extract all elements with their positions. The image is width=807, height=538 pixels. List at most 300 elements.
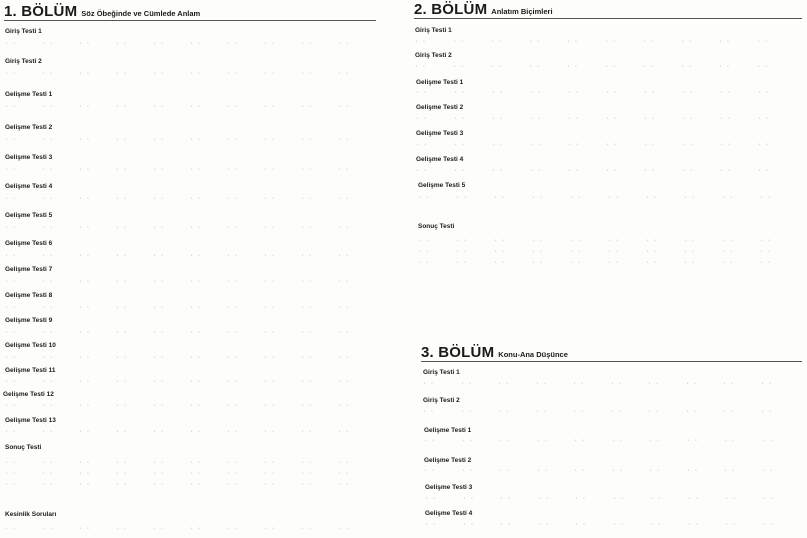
answer-marker: · · — [719, 39, 731, 45]
answer-marker: · · — [424, 438, 436, 444]
answer-marker: · · — [686, 409, 698, 415]
answer-marker: · · — [264, 196, 276, 202]
answer-marker: · · — [568, 168, 580, 174]
answer-marker: · · — [646, 238, 658, 244]
answer-marker: · · — [5, 196, 17, 202]
s1-item-label: Gelişme Testi 4 — [5, 183, 53, 190]
answer-marker: · · — [720, 90, 732, 96]
answer-marker: · · — [650, 522, 662, 528]
answer-marker: · · — [153, 526, 165, 532]
s1-answer-row — [5, 379, 375, 388]
answer-marker: · · — [684, 195, 696, 201]
answer-marker: · · — [79, 526, 91, 532]
answer-marker: · · — [227, 41, 239, 47]
s2-item-label: Gelişme Testi 2 — [416, 104, 464, 111]
answer-marker: · · — [760, 195, 772, 201]
s1-answer-row — [5, 403, 375, 412]
answer-marker: · · — [682, 168, 694, 174]
answer-marker: · · — [338, 403, 350, 409]
answer-marker: · · — [227, 482, 239, 488]
answer-marker: · · — [606, 142, 618, 148]
answer-marker: · · — [264, 104, 276, 110]
answer-marker: · · — [190, 482, 202, 488]
answer-marker: · · — [532, 249, 544, 255]
s2-answer-row — [418, 238, 798, 266]
answer-marker: · · — [416, 116, 428, 122]
answer-marker: · · — [686, 381, 698, 387]
answer-marker: · · — [264, 225, 276, 231]
answer-marker: · · — [79, 71, 91, 77]
answer-marker: · · — [760, 238, 772, 244]
s1-item-label: Gelişme Testi 2 — [5, 124, 53, 131]
answer-marker: · · — [424, 468, 436, 474]
answer-marker: · · — [494, 195, 506, 201]
answer-marker: · · — [643, 64, 655, 70]
answer-marker: · · — [758, 142, 770, 148]
answer-marker: · · — [301, 379, 313, 385]
answer-marker: · · — [5, 253, 17, 259]
answer-marker: · · — [454, 168, 466, 174]
answer-marker: · · — [227, 305, 239, 311]
answer-marker: · · — [725, 496, 737, 502]
answer-marker: · · — [568, 116, 580, 122]
answer-marker: · · — [42, 379, 54, 385]
s2-answer-row — [416, 90, 796, 99]
answer-marker: · · — [570, 238, 582, 244]
answer-marker: · · — [153, 482, 165, 488]
answer-marker: · · — [153, 379, 165, 385]
answer-marker: · · — [644, 90, 656, 96]
answer-marker: · · — [605, 39, 617, 45]
answer-marker: · · — [42, 403, 54, 409]
answer-marker: · · — [190, 167, 202, 173]
answer-marker: · · — [5, 167, 17, 173]
answer-marker: · · — [42, 460, 54, 466]
answer-marker: · · — [608, 260, 620, 266]
answer-marker: · · — [454, 116, 466, 122]
s1-answer-row — [5, 137, 375, 146]
answer-marker: · · — [301, 167, 313, 173]
s1-item-label: Gelişme Testi 1 — [5, 91, 53, 98]
s1-answer-row — [5, 429, 375, 438]
answer-marker: · · — [574, 438, 586, 444]
answer-marker: · · — [190, 526, 202, 532]
answer-marker: · · — [116, 330, 128, 336]
answer-marker: · · — [301, 429, 313, 435]
answer-marker: · · — [644, 168, 656, 174]
answer-marker: · · — [190, 104, 202, 110]
answer-marker: · · — [491, 64, 503, 70]
answer-marker: · · — [116, 279, 128, 285]
s1-item-label: Gelişme Testi 5 — [5, 212, 53, 219]
answer-marker: · · — [425, 522, 437, 528]
answer-marker: · · — [492, 142, 504, 148]
s3-answer-row — [423, 409, 798, 418]
answer-marker: · · — [681, 64, 693, 70]
answer-marker: · · — [153, 330, 165, 336]
answer-marker: · · — [530, 168, 542, 174]
s3-answer-row — [424, 468, 799, 477]
answer-marker: · · — [116, 471, 128, 477]
answer-marker: · · — [530, 90, 542, 96]
answer-marker: · · — [79, 167, 91, 173]
answer-marker: · · — [190, 305, 202, 311]
answer-marker: · · — [264, 137, 276, 143]
answer-marker: · · — [644, 116, 656, 122]
answer-marker: · · — [529, 39, 541, 45]
answer-marker: · · — [453, 64, 465, 70]
answer-marker: · · — [757, 39, 769, 45]
answer-marker: · · — [494, 249, 506, 255]
answer-marker: · · — [264, 460, 276, 466]
answer-marker: · · — [227, 225, 239, 231]
answer-marker: · · — [79, 482, 91, 488]
answer-marker: · · — [567, 64, 579, 70]
answer-marker: · · — [575, 496, 587, 502]
answer-marker: · · — [79, 471, 91, 477]
section-1-heading — [4, 3, 200, 21]
answer-marker: · · — [116, 403, 128, 409]
answer-marker: · · — [42, 482, 54, 488]
section-3-subtitle: Konu-Ana Düşünce — [498, 350, 568, 359]
answer-marker: · · — [42, 355, 54, 361]
s1-item-label: Sonuç Testi — [5, 444, 42, 451]
answer-marker: · · — [719, 64, 731, 70]
answer-marker: · · — [338, 104, 350, 110]
answer-marker: · · — [153, 305, 165, 311]
answer-marker: · · — [649, 438, 661, 444]
answer-marker: · · — [79, 330, 91, 336]
answer-marker: · · — [116, 379, 128, 385]
answer-marker: · · — [682, 142, 694, 148]
answer-marker: · · — [613, 496, 625, 502]
answer-marker: · · — [418, 260, 430, 266]
answer-marker: · · — [42, 253, 54, 259]
answer-marker: · · — [227, 330, 239, 336]
answer-marker: · · — [338, 225, 350, 231]
answer-marker: · · — [42, 41, 54, 47]
answer-marker: · · — [116, 196, 128, 202]
answer-marker: · · — [227, 253, 239, 259]
answer-marker: · · — [573, 409, 585, 415]
answer-marker: · · — [338, 305, 350, 311]
answer-marker: · · — [338, 196, 350, 202]
answer-marker: · · — [722, 260, 734, 266]
answer-marker: · · — [684, 249, 696, 255]
answer-marker: · · — [338, 526, 350, 532]
answer-marker: · · — [301, 196, 313, 202]
answer-marker: · · — [492, 90, 504, 96]
answer-marker: · · — [264, 71, 276, 77]
answer-marker: · · — [649, 468, 661, 474]
answer-marker: · · — [650, 496, 662, 502]
answer-marker: · · — [570, 249, 582, 255]
answer-marker: · · — [606, 90, 618, 96]
section-3-rule — [421, 361, 802, 362]
s3-item-label: Gelişme Testi 3 — [425, 484, 473, 491]
answer-marker: · · — [42, 305, 54, 311]
answer-marker: · · — [264, 253, 276, 259]
s2-item-label: Gelişme Testi 5 — [418, 182, 466, 189]
s2-item-label: Gelişme Testi 4 — [416, 156, 464, 163]
answer-marker: · · — [227, 526, 239, 532]
answer-marker: · · — [491, 39, 503, 45]
answer-marker: · · — [724, 468, 736, 474]
answer-marker: · · — [79, 355, 91, 361]
answer-marker: · · — [611, 381, 623, 387]
answer-marker: · · — [720, 142, 732, 148]
answer-marker: · · — [116, 526, 128, 532]
answer-marker: · · — [494, 238, 506, 244]
answer-marker: · · — [608, 195, 620, 201]
section-2-rule — [414, 18, 802, 19]
answer-marker: · · — [116, 460, 128, 466]
answer-marker: · · — [264, 379, 276, 385]
answer-marker: · · — [499, 468, 511, 474]
answer-marker: · · — [338, 253, 350, 259]
answer-marker: · · — [536, 381, 548, 387]
answer-marker: · · — [190, 196, 202, 202]
answer-marker: · · — [423, 381, 435, 387]
answer-marker: · · — [5, 279, 17, 285]
s1-answer-row — [5, 460, 375, 488]
answer-marker: · · — [605, 64, 617, 70]
answer-marker: · · — [606, 168, 618, 174]
s1-answer-row — [5, 526, 375, 535]
answer-marker: · · — [116, 305, 128, 311]
answer-marker: · · — [612, 468, 624, 474]
answer-marker: · · — [79, 379, 91, 385]
answer-marker: · · — [611, 409, 623, 415]
section-2-heading — [414, 1, 553, 19]
answer-marker: · · — [688, 496, 700, 502]
answer-marker: · · — [190, 71, 202, 77]
answer-marker: · · — [264, 403, 276, 409]
s3-item-label: Giriş Testi 2 — [423, 397, 460, 404]
answer-marker: · · — [190, 429, 202, 435]
s1-answer-row — [5, 305, 375, 314]
s1-answer-row — [5, 253, 375, 262]
answer-marker: · · — [461, 409, 473, 415]
answer-marker: · · — [227, 137, 239, 143]
answer-marker: · · — [338, 482, 350, 488]
answer-marker: · · — [536, 409, 548, 415]
s2-answer-row — [416, 116, 796, 125]
answer-marker: · · — [463, 496, 475, 502]
s2-answer-row — [415, 39, 795, 48]
answer-marker: · · — [227, 471, 239, 477]
s2-item-label: Giriş Testi 2 — [415, 52, 452, 59]
answer-marker: · · — [301, 253, 313, 259]
answer-marker: · · — [646, 249, 658, 255]
answer-marker: · · — [79, 104, 91, 110]
answer-marker: · · — [530, 116, 542, 122]
answer-marker: · · — [416, 168, 428, 174]
s1-answer-row — [5, 225, 375, 234]
answer-marker: · · — [42, 104, 54, 110]
answer-marker: · · — [190, 137, 202, 143]
s3-answer-row — [424, 438, 799, 447]
answer-marker: · · — [153, 403, 165, 409]
answer-marker: · · — [646, 260, 658, 266]
answer-marker: · · — [720, 116, 732, 122]
answer-marker: · · — [568, 142, 580, 148]
answer-marker: · · — [79, 460, 91, 466]
answer-marker: · · — [608, 238, 620, 244]
s3-item-label: Gelişme Testi 2 — [424, 457, 472, 464]
answer-marker: · · — [461, 381, 473, 387]
answer-marker: · · — [613, 522, 625, 528]
s1-item-label: Gelişme Testi 7 — [5, 266, 53, 273]
answer-marker: · · — [264, 41, 276, 47]
answer-marker: · · — [338, 41, 350, 47]
answer-marker: · · — [463, 522, 475, 528]
answer-marker: · · — [338, 460, 350, 466]
answer-marker: · · — [190, 379, 202, 385]
answer-marker: · · — [338, 355, 350, 361]
answer-marker: · · — [492, 168, 504, 174]
answer-marker: · · — [116, 41, 128, 47]
answer-marker: · · — [116, 355, 128, 361]
section-3-heading — [421, 344, 568, 362]
answer-marker: · · — [567, 39, 579, 45]
answer-marker: · · — [338, 330, 350, 336]
answer-marker: · · — [5, 460, 17, 466]
s1-answer-row — [5, 330, 375, 339]
answer-marker: · · — [498, 409, 510, 415]
answer-marker: · · — [42, 71, 54, 77]
answer-marker: · · — [456, 195, 468, 201]
answer-marker: · · — [758, 90, 770, 96]
answer-marker: · · — [530, 142, 542, 148]
answer-marker: · · — [116, 137, 128, 143]
answer-marker: · · — [418, 238, 430, 244]
s2-item-label: Gelişme Testi 1 — [416, 79, 464, 86]
answer-marker: · · — [5, 137, 17, 143]
section-3-number: 3. BÖLÜM — [421, 344, 495, 361]
answer-marker: · · — [681, 39, 693, 45]
answer-marker: · · — [608, 249, 620, 255]
answer-marker: · · — [338, 429, 350, 435]
answer-marker: · · — [762, 438, 774, 444]
answer-marker: · · — [454, 142, 466, 148]
answer-marker: · · — [42, 429, 54, 435]
answer-marker: · · — [338, 71, 350, 77]
answer-marker: · · — [575, 522, 587, 528]
s1-item-label: Gelişme Testi 10 — [5, 342, 56, 349]
answer-marker: · · — [116, 225, 128, 231]
answer-marker: · · — [532, 238, 544, 244]
answer-marker: · · — [79, 305, 91, 311]
answer-marker: · · — [425, 496, 437, 502]
answer-marker: · · — [648, 381, 660, 387]
answer-marker: · · — [79, 225, 91, 231]
answer-marker: · · — [5, 225, 17, 231]
answer-marker: · · — [227, 460, 239, 466]
answer-marker: · · — [227, 429, 239, 435]
answer-marker: · · — [5, 429, 17, 435]
answer-marker: · · — [537, 468, 549, 474]
answer-marker: · · — [724, 438, 736, 444]
s1-item-label: Gelişme Testi 6 — [5, 240, 53, 247]
s3-answer-row — [425, 496, 800, 505]
answer-marker: · · — [227, 403, 239, 409]
answer-marker: · · — [415, 39, 427, 45]
s1-answer-row — [5, 196, 375, 205]
answer-marker: · · — [153, 471, 165, 477]
answer-marker: · · — [153, 137, 165, 143]
answer-marker: · · — [190, 253, 202, 259]
answer-marker: · · — [153, 460, 165, 466]
answer-marker: · · — [42, 526, 54, 532]
answer-marker: · · — [153, 355, 165, 361]
answer-marker: · · — [758, 168, 770, 174]
answer-marker: · · — [153, 71, 165, 77]
answer-marker: · · — [153, 279, 165, 285]
answer-marker: · · — [462, 438, 474, 444]
answer-marker: · · — [190, 225, 202, 231]
s2-answer-row — [418, 195, 798, 204]
answer-marker: · · — [190, 471, 202, 477]
answer-marker: · · — [684, 260, 696, 266]
answer-marker: · · — [153, 429, 165, 435]
s2-item-label: Sonuç Testi — [418, 223, 455, 230]
s2-answer-row — [416, 168, 796, 177]
answer-marker: · · — [687, 468, 699, 474]
s2-item-label: Giriş Testi 1 — [415, 27, 452, 34]
s2-item-label: Gelişme Testi 3 — [416, 130, 464, 137]
answer-marker: · · — [264, 279, 276, 285]
answer-marker: · · — [500, 496, 512, 502]
answer-marker: · · — [498, 381, 510, 387]
answer-marker: · · — [532, 195, 544, 201]
answer-marker: · · — [338, 471, 350, 477]
answer-marker: · · — [538, 496, 550, 502]
section-2-subtitle: Anlatım Biçimleri — [491, 7, 553, 16]
answer-marker: · · — [301, 526, 313, 532]
answer-marker: · · — [42, 225, 54, 231]
answer-marker: · · — [190, 460, 202, 466]
answer-marker: · · — [42, 137, 54, 143]
answer-marker: · · — [116, 482, 128, 488]
answer-marker: · · — [763, 496, 775, 502]
s3-answer-row — [423, 381, 798, 390]
answer-marker: · · — [418, 249, 430, 255]
s3-item-label: Giriş Testi 1 — [423, 369, 460, 376]
answer-marker: · · — [227, 196, 239, 202]
answer-marker: · · — [301, 460, 313, 466]
answer-marker: · · — [416, 90, 428, 96]
answer-marker: · · — [648, 409, 660, 415]
answer-marker: · · — [5, 471, 17, 477]
answer-marker: · · — [456, 249, 468, 255]
s1-item-label: Gelişme Testi 13 — [5, 417, 56, 424]
s1-answer-row — [5, 279, 375, 288]
s1-item-label: Kesinlik Soruları — [5, 511, 57, 518]
answer-marker: · · — [538, 522, 550, 528]
answer-marker: · · — [79, 196, 91, 202]
answer-marker: · · — [264, 526, 276, 532]
answer-marker: · · — [264, 355, 276, 361]
section-1-number: 1. BÖLÜM — [4, 3, 78, 20]
answer-marker: · · — [722, 249, 734, 255]
answer-marker: · · — [338, 379, 350, 385]
answer-marker: · · — [5, 305, 17, 311]
answer-marker: · · — [301, 355, 313, 361]
answer-marker: · · — [494, 260, 506, 266]
answer-marker: · · — [301, 279, 313, 285]
answer-marker: · · — [423, 409, 435, 415]
